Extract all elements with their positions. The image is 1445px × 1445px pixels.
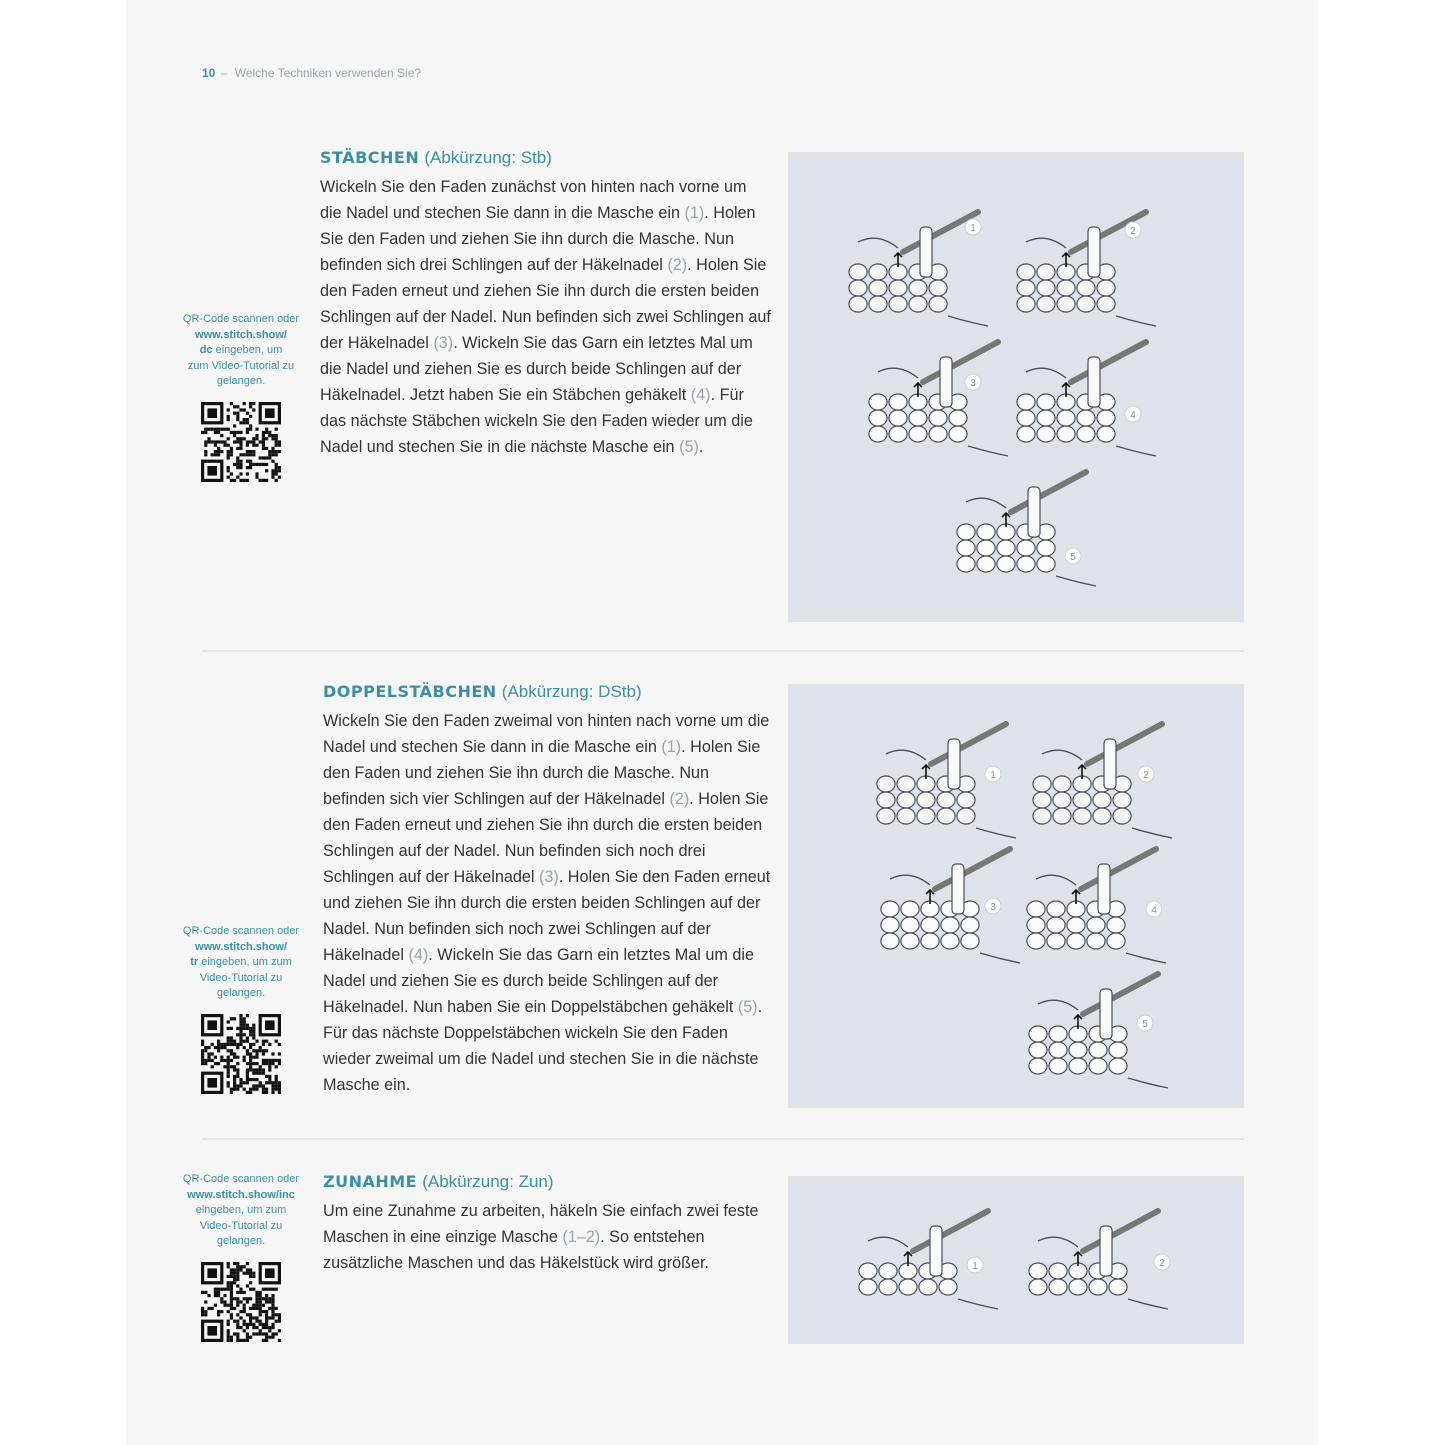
qr-instruction-3: zum Video-Tutorial zu	[187, 359, 295, 372]
section-staebchen	[126, 140, 1318, 630]
section-abbreviation: (Abkürzung: Zun)	[422, 1172, 554, 1191]
qr-instruction-2: eingeben, um zum	[201, 956, 292, 968]
svg-text:2: 2	[1143, 770, 1149, 781]
qr-instruction: QR-Code scannen oder	[182, 313, 300, 325]
qr-instruction-2: eingeben, um	[215, 344, 283, 356]
crochet-step-drawing	[1029, 974, 1168, 1088]
step-reference: (4)	[690, 386, 711, 404]
paragraph-text: . Holen Sie den Faden erneut und ziehen Sie ihn durch die ersten beiden Schlingen auf der Nadel. Nun befinden sich zwei Schlingen auf der Häkelnadel	[320, 256, 771, 352]
crochet-steps-illustration	[788, 1176, 1244, 1344]
paragraph-text: . Für das nächste Stäbchen wickeln Sie den Faden wieder um die Nadel und stechen Sie in die nächste Masche ein	[320, 386, 753, 456]
section-paragraph	[323, 1198, 775, 1276]
qr-url-link[interactable]: www.stitch.show/	[195, 328, 287, 341]
section-doppelstaebchen	[126, 672, 1318, 1122]
qr-url-suffix[interactable]: dc	[199, 344, 213, 356]
qr-code-icon[interactable]	[201, 402, 281, 482]
illustration-panel	[788, 152, 1244, 622]
svg-text:5: 5	[1070, 552, 1076, 563]
paragraph-text: .	[698, 438, 704, 456]
crochet-step-drawing	[1017, 212, 1156, 326]
crochet-step-drawing	[869, 342, 1008, 456]
chapter-title: Welche Techniken verwenden Sie?	[234, 66, 422, 80]
page-number: 10	[202, 66, 216, 80]
svg-text:3: 3	[990, 902, 996, 913]
qr-url-link[interactable]: www.stitch.show/	[195, 940, 287, 953]
paragraph-text: . Holen Sie den Faden erneut und ziehen Sie ihn durch die ersten beiden Schlingen auf der Nadel. Nun befinden sich noch drei Schlingen auf der Häkelnadel	[323, 790, 769, 886]
section-heading	[323, 1170, 775, 1194]
paragraph-text: . So entstehen zusätzliche Maschen und das Häkelstück wird größer.	[323, 1228, 709, 1272]
qr-info	[176, 1172, 306, 1342]
qr-code-icon[interactable]	[201, 1014, 281, 1094]
qr-instruction-4: gelangen.	[216, 987, 266, 999]
illustration-panel	[788, 684, 1244, 1108]
svg-text:5: 5	[1142, 1019, 1148, 1030]
qr-instruction-3: Video-Tutorial zu	[199, 1219, 283, 1232]
qr-url-link[interactable]: www.stitch.show/inc	[187, 1188, 295, 1201]
crochet-step-drawing	[881, 849, 1020, 963]
step-reference: (1–2)	[562, 1228, 601, 1246]
qr-instruction: QR-Code scannen oder	[182, 1173, 300, 1185]
section-title: ZUNAHME	[323, 1172, 418, 1191]
paragraph-text: Wickeln Sie den Faden zweimal von hinten nach vorne um die Nadel und stechen Sie dann in die Masche ein	[323, 712, 770, 756]
step-reference: (3)	[433, 334, 454, 352]
header-dash: –	[220, 66, 228, 80]
section-title: DOPPELSTÄBCHEN	[323, 682, 497, 701]
qr-info	[176, 312, 306, 482]
crochet-steps-illustration	[788, 152, 1244, 622]
qr-info	[176, 924, 306, 1094]
paragraph-text: . Holen Sie den Faden und ziehen Sie ihn durch die Masche. Nun befinden sich vier Schlingen auf der Häkelnadel	[323, 738, 761, 808]
text-column	[320, 146, 772, 460]
illustration-panel	[788, 1176, 1244, 1344]
svg-text:1: 1	[970, 223, 976, 234]
step-reference: (1)	[684, 204, 705, 222]
step-reference: (4)	[408, 946, 429, 964]
running-header	[202, 66, 421, 80]
crochet-step-drawing	[957, 472, 1096, 586]
crochet-step-drawing	[877, 724, 1016, 838]
paragraph-text: . Wickeln Sie das Garn ein letztes Mal um die Nadel und ziehen Sie es durch beide Schlingen auf der Häkelnadel. Nun haben Sie ein Doppelstäbchen gehäkelt	[323, 946, 754, 1016]
section-divider	[202, 1138, 1244, 1140]
paragraph-text: . Holen Sie den Faden erneut und ziehen Sie ihn durch die ersten beiden Schlingen auf der Nadel. Nun befinden sich noch zwei Schlingen auf der Häkelnadel	[323, 868, 771, 964]
crochet-step-drawing	[1033, 724, 1172, 838]
paragraph-text: . Holen Sie den Faden und ziehen Sie ihn durch die Masche. Nun befinden sich drei Schlingen auf der Häkelnadel	[320, 204, 756, 274]
section-abbreviation: (Abkürzung: Stb)	[424, 148, 552, 167]
qr-instruction: QR-Code scannen oder	[182, 925, 300, 937]
text-column	[323, 680, 775, 1098]
text-column	[323, 1170, 775, 1276]
qr-code-icon[interactable]	[201, 1262, 281, 1342]
section-heading	[320, 146, 772, 170]
step-reference: (5)	[679, 438, 699, 456]
section-heading	[323, 680, 775, 704]
crochet-step-drawing	[1027, 849, 1166, 963]
qr-instruction-2: eingeben, um zum	[195, 1204, 287, 1216]
svg-text:2: 2	[1130, 226, 1136, 237]
crochet-step-drawing	[849, 212, 988, 326]
crochet-step-drawing	[1017, 342, 1156, 456]
paragraph-text: Wickeln Sie den Faden zunächst von hinten nach vorne um die Nadel und stechen Sie dann in die Masche ein	[320, 178, 747, 222]
section-abbreviation: (Abkürzung: DStb)	[501, 682, 642, 701]
qr-url-suffix[interactable]: tr	[190, 956, 199, 968]
paragraph-text: . Für das nächste Doppelstäbchen wickeln Sie den Faden wieder zweimal um die Nadel und stechen Sie in die nächste Masche ein.	[323, 998, 763, 1094]
svg-text:2: 2	[1159, 1258, 1165, 1269]
section-zunahme	[126, 1162, 1318, 1362]
svg-text:3: 3	[970, 378, 976, 389]
section-paragraph	[320, 174, 772, 460]
crochet-step-drawing	[859, 1211, 998, 1309]
svg-text:1: 1	[972, 1261, 978, 1272]
step-reference: (2)	[669, 790, 690, 808]
step-reference: (3)	[538, 868, 559, 886]
section-title: STÄBCHEN	[320, 148, 420, 167]
crochet-step-drawing	[1029, 1211, 1170, 1309]
step-reference: (2)	[667, 256, 688, 274]
svg-text:4: 4	[1130, 410, 1136, 421]
crochet-steps-illustration	[788, 684, 1244, 1108]
svg-text:1: 1	[990, 770, 996, 781]
section-paragraph	[323, 708, 775, 1098]
section-divider	[202, 650, 1244, 652]
step-reference: (1)	[661, 738, 682, 756]
qr-instruction-4: gelangen.	[216, 1235, 266, 1247]
qr-instruction-3: Video-Tutorial zu	[199, 971, 283, 984]
paragraph-text: Um eine Zunahme zu arbeiten, häkeln Sie einfach zwei feste Maschen in eine einzige Masche	[323, 1202, 759, 1246]
step-reference: (5)	[737, 998, 758, 1016]
svg-text:4: 4	[1151, 905, 1157, 916]
qr-instruction-4: gelangen.	[216, 375, 266, 387]
paragraph-text: . Wickeln Sie das Garn ein letztes Mal um die Nadel und ziehen Sie es durch beide Schlingen auf der Häkelnadel. Jetzt haben Sie ein Stäbchen gehäkelt	[320, 334, 753, 404]
book-page	[126, 0, 1318, 1445]
